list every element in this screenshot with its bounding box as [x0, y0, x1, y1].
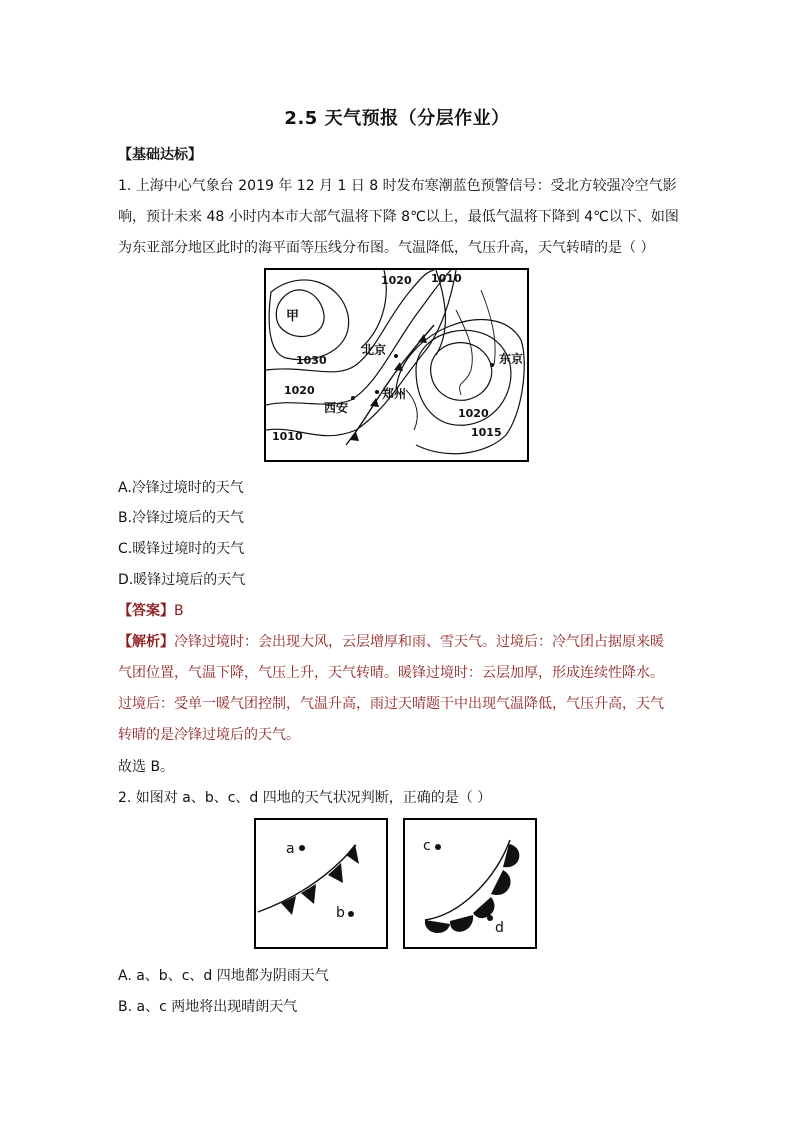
cold-front-line	[346, 325, 434, 445]
q1-option-a: A.冷锋过境时的天气	[118, 480, 244, 496]
warm-front-curve	[425, 840, 510, 920]
warm-front-panel	[403, 818, 537, 949]
label-xian: 西安	[324, 401, 349, 415]
q1-stem-line-3: 为东亚部分地区此时的海平面等压线分布图。气温降低，气压升高，天气转晴的是（ ）	[118, 240, 655, 256]
label-1010-top: 1010	[431, 272, 462, 285]
analysis-text-1: 冷锋过境时：会出现大风，云层增厚和雨、雪天气。过境后：冷气团占据原来暖	[174, 634, 664, 650]
q1-analysis-line-2: 气团位置，气温下降，气压上升，天气转晴。暖锋过境时：云层加厚，形成连续性降水。	[118, 665, 664, 681]
label-b: b	[336, 905, 345, 921]
warm-front-bumps	[425, 844, 519, 933]
label-1020-right: 1020	[458, 407, 489, 420]
q2-option-a: A. a、b、c、d 四地都为阴雨天气	[118, 968, 329, 984]
q1-option-c: C.暖锋过境时的天气	[118, 541, 245, 557]
label-jia: 甲	[286, 309, 300, 324]
q1-stem-line-1: 1. 上海中心气象台 2019 年 12 月 1 日 8 时发布寒潮蓝色预警信号：受北方较强冷空气影	[118, 178, 677, 194]
beijing-dot	[394, 354, 398, 358]
section-heading: 【基础达标】	[118, 147, 202, 163]
label-beijing: 北京	[362, 343, 387, 357]
page-title: 2.5 天气预报（分层作业）	[284, 108, 510, 129]
isobar-low-inner	[431, 343, 492, 401]
xian-dot	[351, 396, 355, 400]
cold-front-panel-svg	[256, 820, 386, 947]
dot-d	[487, 915, 493, 921]
answer-label: 【答案】	[118, 603, 174, 619]
q1-option-d: D.暖锋过境后的天气	[118, 572, 246, 588]
label-1010-bottom: 1010	[272, 430, 303, 443]
zhengzhou-dot	[375, 390, 379, 394]
label-1020-top: 1020	[381, 274, 412, 287]
label-c: c	[423, 838, 431, 854]
dot-a	[299, 845, 305, 851]
dongjing-dot	[490, 363, 494, 367]
label-1020-left: 1020	[284, 384, 315, 397]
q1-analysis-line-4: 转晴的是冷锋过境后的天气。	[118, 727, 300, 743]
dot-c	[435, 844, 441, 850]
label-zhengzhou: 郑州	[382, 387, 407, 401]
q2-option-b: B. a、c 两地将出现晴朗天气	[118, 999, 298, 1015]
q1-option-b: B.冷锋过境后的天气	[118, 510, 245, 526]
answer-value: B	[174, 603, 184, 619]
label-1030: 1030	[296, 354, 327, 367]
isobar-jia-inner	[276, 290, 324, 337]
q1-answer-row	[118, 602, 184, 620]
label-d: d	[495, 920, 504, 936]
q1-stem-line-2: 响，预计未来 48 小时内本市大部气温将下降 8℃以上，最低气温将下降到 4℃以下、如图	[118, 209, 679, 225]
warm-front-panel-svg	[405, 820, 535, 947]
isobar-1010-bottom	[266, 270, 456, 436]
isobar-map	[264, 268, 529, 462]
label-dongjing: 东京	[499, 352, 524, 366]
cold-front-panel	[254, 818, 388, 949]
q1-analysis-line-3: 过境后：受单一暖气团控制，气温升高，雨过天晴题干中出现气温降低，气压升高，天气	[118, 696, 664, 712]
dot-b	[348, 911, 354, 917]
isobar-map-svg	[266, 270, 527, 460]
label-1015: 1015	[471, 426, 502, 439]
q1-analysis-line-1	[118, 633, 664, 651]
analysis-label: 【解析】	[118, 634, 174, 650]
q1-conclusion: 故选 B。	[118, 759, 175, 775]
q2-stem: 2. 如图对 a、b、c、d 四地的天气状况判断，正确的是（ ）	[118, 790, 492, 806]
label-a: a	[286, 841, 295, 857]
